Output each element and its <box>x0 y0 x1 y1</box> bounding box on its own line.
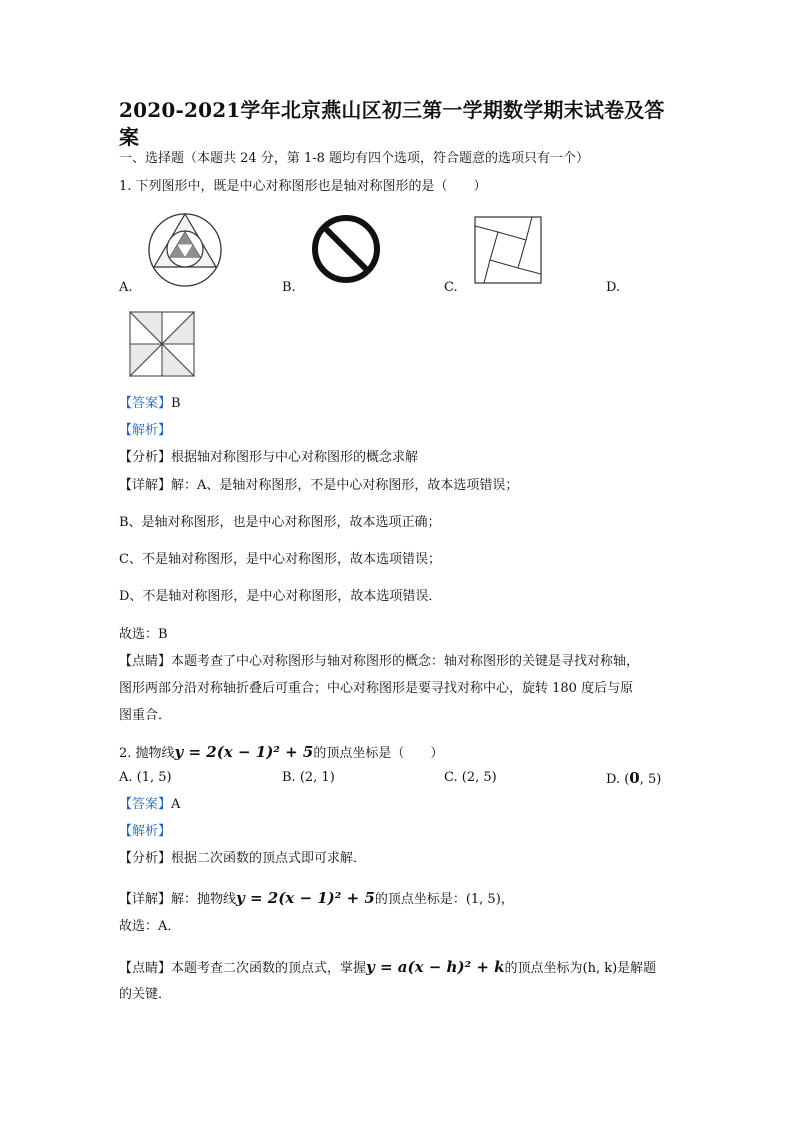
q1-dianjing-line2: 图形两部分沿对称轴折叠后可重合；中心对称图形是要寻找对称中心，旋转 180 度后与原 <box>119 681 634 696</box>
q1-dianjing-line3: 图重合． <box>119 708 172 723</box>
q2-detail-formula: y = 2(x − 1)² + 5 <box>236 889 375 907</box>
q1-option-a-label: A. <box>119 280 133 295</box>
q2-answer-value: A <box>171 797 181 812</box>
q1-detail-c: C、不是轴对称图形，是中心对称图形，故本选项错误； <box>119 552 441 567</box>
q1-fenxi: 【分析】根据轴对称图形与中心对称图形的概念求解 <box>119 450 419 465</box>
q2-dianjing-line2: 的关键． <box>119 987 172 1002</box>
q2-dianjing-line1: 【点睛】本题考查二次函数的顶点式，掌握y = a(x − h)² + k的顶点坐标为(h, k)是解题 <box>119 958 657 976</box>
q2-option-d: D. (0, 5) <box>606 769 662 787</box>
q1-option-d-label: D. <box>606 280 621 295</box>
page-title: 2020-2021学年北京燕山区初三第一学期数学期末试卷及答案 <box>119 98 665 149</box>
q1-option-c-label: C. <box>444 280 458 295</box>
q2-option-a: A. (1, 5) <box>119 770 172 785</box>
figure-c-square-pinwheel <box>474 216 542 284</box>
q2-fenxi: 【分析】根据二次函数的顶点式即可求解． <box>119 851 367 866</box>
q2-analysis-heading: 【解析】 <box>119 824 172 839</box>
q2-choice: 故选：A． <box>119 919 181 934</box>
q1-detail-b: B、是轴对称图形，也是中心对称图形，故本选项正确； <box>119 515 441 530</box>
figure-b-no-symbol <box>311 214 381 284</box>
q1-dianjing-line1: 【点睛】本题考查了中心对称图形与轴对称图形的概念：轴对称图形的关键是寻找对称轴， <box>119 654 640 669</box>
q2-general-formula: y = a(x − h)² + k <box>366 958 505 976</box>
q2-answer <box>119 796 180 814</box>
q1-detail-a: 【详解】解：A、是轴对称图形，不是中心对称图形，故本选项错误； <box>119 478 519 493</box>
q1-option-b-label: B. <box>282 280 296 295</box>
q2-detail: 【详解】解：抛物线y = 2(x − 1)² + 5的顶点坐标是：(1, 5)， <box>119 889 514 907</box>
q2-option-c: C. (2, 5) <box>444 770 497 785</box>
figure-d-pinwheel <box>129 311 195 377</box>
q1-answer-value: B <box>171 396 181 411</box>
section-heading: 一、选择题（本题共 24 分，第 1-8 题均有四个选项，符合题意的选项只有一个） <box>119 151 590 166</box>
q1-question: 1. 下列图形中，既是中心对称图形也是轴对称图形的是（ ） <box>119 179 487 194</box>
q2-option-b: B. (2, 1) <box>282 770 335 785</box>
q1-answer <box>119 395 181 413</box>
q1-choice: 故选：B <box>119 627 168 642</box>
q2-question: 2. 抛物线y = 2(x − 1)² + 5的顶点坐标是（ ） <box>119 743 444 761</box>
q1-detail-d: D、不是轴对称图形，是中心对称图形，故本选项错误． <box>119 589 442 604</box>
q2-formula: y = 2(x − 1)² + 5 <box>174 743 314 761</box>
q1-answer-tag: 【答案】 <box>119 396 172 411</box>
figure-a-circle-triangle <box>147 212 223 288</box>
q1-analysis-heading: 【解析】 <box>119 423 172 438</box>
q2-answer-tag: 【答案】 <box>119 797 172 812</box>
